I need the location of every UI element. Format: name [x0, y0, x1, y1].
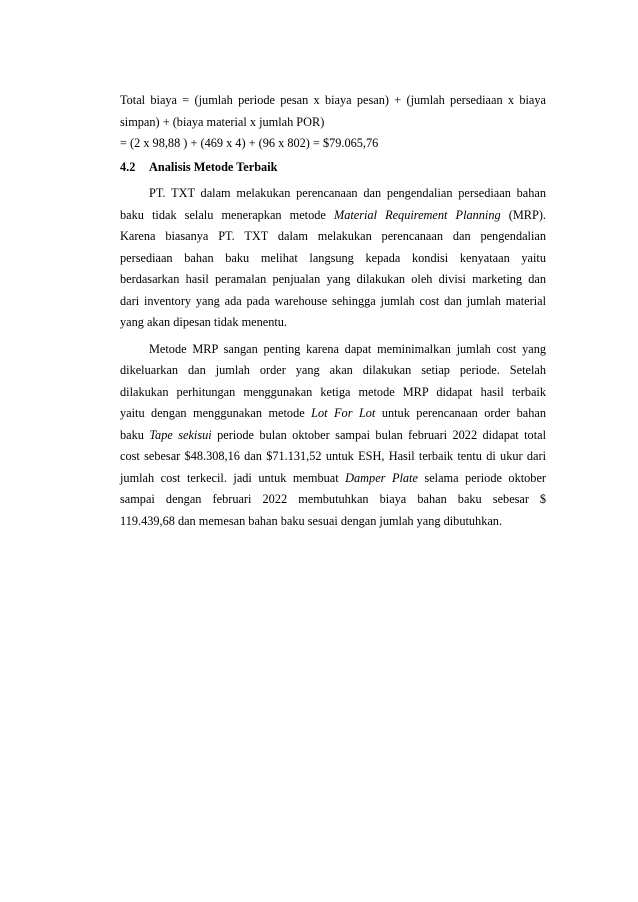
p2-line-8-dollar: $	[539, 492, 546, 506]
p2-line-4-emphasis: Lot For Lot	[311, 406, 376, 420]
page-content	[120, 90, 546, 532]
p2-line-7-emphasis: Damper Plate	[345, 470, 418, 485]
p2-line-5-emphasis: Tape sekisui	[149, 427, 212, 442]
p2-line-4-text-b: untuk perencanaan order bahan	[375, 406, 546, 420]
section-heading	[120, 157, 546, 179]
p1-line-6: dari inventory yang ada pada warehouse sehingga jumlah cost dan jumlah material	[120, 293, 546, 308]
p1-line-2-text-b: (MRP).	[500, 207, 546, 222]
p1-line-3: Karena biasanya PT. TXT dalam melakukan perencanaan dan pengendalian	[120, 229, 546, 243]
p2-line-3: dilakukan perhitungan menggunakan ketiga metode MRP didapat hasil terbaik	[120, 384, 546, 399]
p1-line-1: PT. TXT dalam melakukan perencanaan dan pengendalian persediaan bahan	[149, 186, 546, 200]
p2-line-6: cost sebesar $48.308,16 dan $71.131,52 untuk ESH, Hasil terbaik tentu di ukur dari	[120, 449, 546, 463]
p2-line-4	[120, 403, 546, 425]
p2-line-1: Metode MRP sangan penting karena dapat meminimalkan jumlah cost yang	[149, 341, 546, 356]
paragraph-1	[120, 183, 546, 334]
section-title: Analisis Metode Terbaik	[149, 159, 278, 174]
p2-line-4-text-a: yaitu dengan menggunakan metode	[120, 406, 312, 420]
formula-line-1: Total biaya = (jumlah periode pesan x biaya pesan) + (jumlah persediaan x biaya	[120, 93, 546, 107]
p2-line-9: 119.439,68 dan memesan bahan baku sesuai dengan jumlah yang dibutuhkan.	[120, 513, 503, 528]
p2-line-7	[120, 468, 546, 490]
p1-line-7: yang akan dipesan tidak menentu.	[120, 315, 287, 329]
section-number: 4.2	[120, 159, 136, 174]
p1-line-2-emphasis: Material Requirement Planning	[333, 207, 501, 222]
p2-line-5-text-a: baku	[120, 427, 150, 442]
p2-line-5	[120, 425, 546, 447]
p1-line-5: berdasarkan hasil peramalan penjualan yang dilakukan oleh divisi marketing dan	[120, 272, 546, 286]
formula-line-2: simpan) + (biaya material x jumlah POR)	[120, 114, 325, 129]
p2-line-5-text-b: periode bulan oktober sampai bulan februari 2022 didapat total	[211, 427, 546, 442]
p2-line-7-text-b: selama periode oktober	[417, 470, 546, 485]
p1-line-4: persediaan bahan baku melihat langsung kepada kondisi kenyataan yaitu	[120, 250, 546, 265]
p2-line-2: dikeluarkan dan jumlah order yang akan dilakukan setiap periode. Setelah	[120, 363, 546, 377]
p2-line-7-text-a: jumlah cost terkecil. jadi untuk membuat	[120, 470, 346, 485]
p2-line-8	[120, 489, 546, 511]
p1-line-2-text-a: baku tidak selalu menerapkan metode	[120, 207, 334, 222]
p2-line-8-text: sampai dengan februari 2022 membutuhkan biaya bahan baku sebesar	[120, 492, 529, 506]
formula-line-3: = (2 x 98,88 ) + (469 x 4) + (96 x 802) = $79.065,76	[120, 136, 379, 150]
paragraph-2	[120, 339, 546, 533]
p1-line-2	[120, 205, 546, 227]
